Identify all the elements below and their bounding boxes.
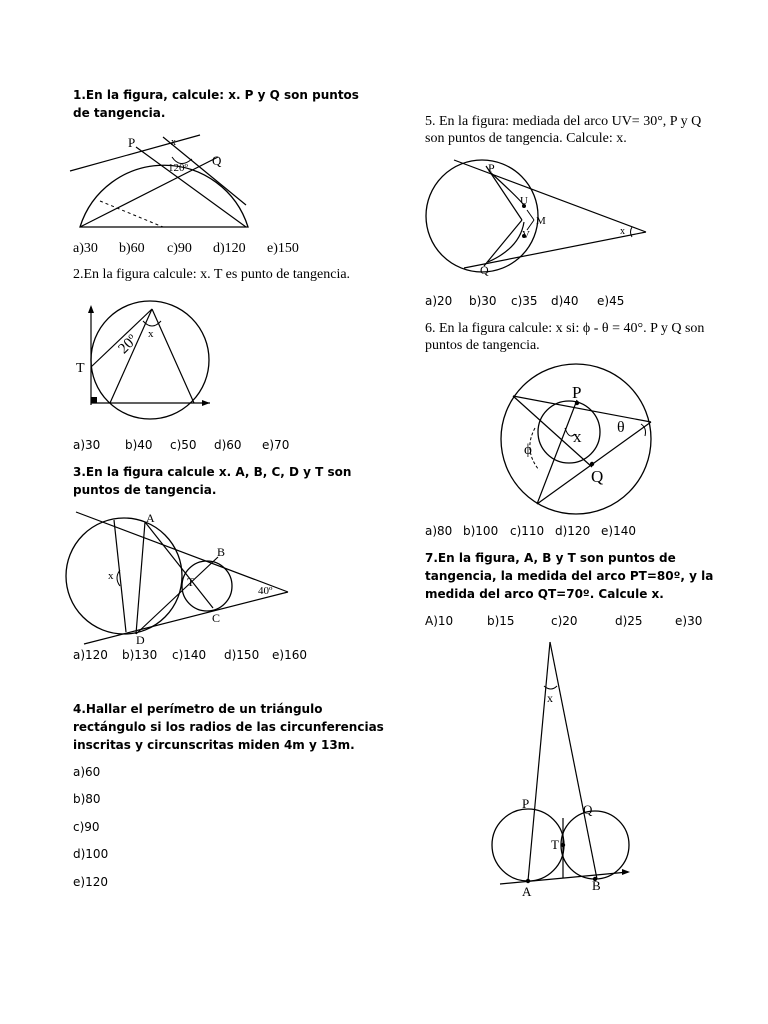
q6-option-e[interactable]: e)140 bbox=[601, 524, 636, 538]
q1-label-p: P bbox=[128, 135, 136, 150]
q6-option-c[interactable]: c)110 bbox=[510, 524, 545, 538]
q5-statement: 5. En la figura: mediada del arco UV= 30°, P y Q son puntos de tangencia. Calcule: x. bbox=[425, 114, 702, 146]
q7-statement: 7.En la figura, A, B y T son puntos de tangencia, la medida del arco PT=80º, y la medida del arco QT=70º. Calcule x. bbox=[425, 551, 714, 601]
q4-option-c[interactable]: c)90 bbox=[73, 820, 100, 834]
q3-statement: 3.En la figura calcule x. A, B, C, D y T son puntos de tangencia. bbox=[73, 465, 352, 497]
q7-label-a: A bbox=[522, 884, 532, 899]
q3-option-b[interactable]: b)130 bbox=[122, 648, 158, 662]
q3-option-d[interactable]: d)150 bbox=[224, 648, 260, 662]
q1-statement: 1.En la figura, calcule: x. P y Q son puntos de tangencia. bbox=[73, 88, 359, 120]
q2-statement: 2.En la figura calcule: x. T es punto de tangencia. bbox=[73, 267, 351, 282]
q6-option-d[interactable]: d)120 bbox=[555, 524, 591, 538]
q3-label-c: C bbox=[212, 611, 221, 625]
q3-label-x: x bbox=[108, 570, 114, 582]
q3-option-c[interactable]: c)140 bbox=[172, 648, 207, 662]
q6-label-theta: θ bbox=[617, 419, 625, 436]
q1-label-angle: 120º bbox=[168, 162, 188, 174]
q5-options bbox=[425, 292, 624, 310]
q7-label-p: P bbox=[522, 796, 530, 811]
q5-label-m: M bbox=[536, 215, 546, 227]
q4-option-d[interactable]: d)100 bbox=[73, 847, 109, 861]
q3-label-b: B bbox=[217, 545, 226, 559]
q5-label-u: U bbox=[520, 195, 528, 207]
q5-label-v: V bbox=[522, 229, 530, 241]
q4-option-e[interactable]: e)120 bbox=[73, 875, 108, 889]
q2-option-d[interactable]: d)60 bbox=[214, 438, 242, 452]
q2-options bbox=[73, 436, 289, 454]
q1-option-b[interactable]: b)60 bbox=[119, 241, 145, 256]
q3-label-angle: 40º bbox=[258, 585, 273, 597]
q7-option-a[interactable]: A)10 bbox=[425, 614, 454, 628]
q6-statement: 6. En la figura calcule: x si: ϕ - θ = 40°. P y Q son puntos de tangencia. bbox=[425, 321, 705, 353]
q2-label-angle: 20º bbox=[115, 331, 141, 358]
q6-label-phi: ϕ bbox=[524, 442, 532, 458]
q3-label-t: T bbox=[187, 575, 195, 589]
q5-option-d[interactable]: d)40 bbox=[551, 294, 579, 308]
q1-options bbox=[73, 240, 299, 257]
q2-figure bbox=[72, 305, 222, 415]
q2-option-c[interactable]: c)50 bbox=[170, 438, 197, 452]
q4-option-a[interactable]: a)60 bbox=[73, 765, 101, 779]
q5-label-p: P bbox=[488, 161, 495, 175]
q2-option-a[interactable]: a)30 bbox=[73, 438, 101, 452]
q3-figure bbox=[66, 508, 296, 648]
q3-label-d: D bbox=[136, 633, 145, 647]
q4-statement: 4.Hallar el perímetro de un triángulo rectángulo si los radios de las circunferencias inscritas y circunscritas miden 4m y 13m. bbox=[73, 702, 384, 752]
q1-figure bbox=[68, 135, 328, 230]
q5-label-q: Q bbox=[480, 263, 489, 277]
q6-figure bbox=[495, 362, 657, 520]
q6-label-q: Q bbox=[591, 467, 604, 486]
q1-option-a[interactable]: a)30 bbox=[73, 241, 98, 256]
q7-label-q: Q bbox=[583, 802, 593, 817]
q7-option-d[interactable]: d)25 bbox=[615, 614, 643, 628]
q6-label-x: x bbox=[573, 427, 582, 446]
q5-option-b[interactable]: b)30 bbox=[469, 294, 497, 308]
q5-figure bbox=[424, 158, 654, 278]
q7-label-t: T bbox=[551, 837, 559, 852]
q4-option-b[interactable]: b)80 bbox=[73, 792, 101, 806]
q5-option-c[interactable]: c)35 bbox=[511, 294, 538, 308]
q6-label-p: P bbox=[572, 383, 582, 402]
q7-figure bbox=[490, 638, 640, 898]
q3-options bbox=[73, 646, 307, 664]
q7-option-e[interactable]: e)30 bbox=[675, 614, 703, 628]
q7-option-b[interactable]: b)15 bbox=[487, 614, 515, 628]
q1-option-c[interactable]: c)90 bbox=[167, 241, 192, 256]
q7-option-c[interactable]: c)20 bbox=[551, 614, 578, 628]
q7-label-b: B bbox=[592, 878, 601, 893]
q7-label-x: x bbox=[547, 691, 553, 705]
q3-label-a: A bbox=[146, 511, 155, 525]
q6-option-a[interactable]: a)80 bbox=[425, 524, 453, 538]
q3-option-e[interactable]: e)160 bbox=[272, 648, 307, 662]
q6-options bbox=[425, 522, 636, 540]
q2-option-e[interactable]: e)70 bbox=[262, 438, 290, 452]
q1-label-x: x bbox=[171, 137, 176, 148]
q2-label-t: T bbox=[76, 361, 85, 376]
q2-option-b[interactable]: b)40 bbox=[125, 438, 153, 452]
q6-option-b[interactable]: b)100 bbox=[463, 524, 499, 538]
q3-option-a[interactable]: a)120 bbox=[73, 648, 108, 662]
q1-option-d[interactable]: d)120 bbox=[213, 241, 246, 256]
q5-option-a[interactable]: a)20 bbox=[425, 294, 453, 308]
q1-option-e[interactable]: e)150 bbox=[267, 241, 299, 256]
q7-options bbox=[425, 612, 702, 630]
q2-label-x: x bbox=[148, 328, 154, 340]
q5-option-e[interactable]: e)45 bbox=[597, 294, 625, 308]
q5-label-x: x bbox=[620, 226, 625, 237]
q1-label-q: Q bbox=[212, 153, 222, 168]
